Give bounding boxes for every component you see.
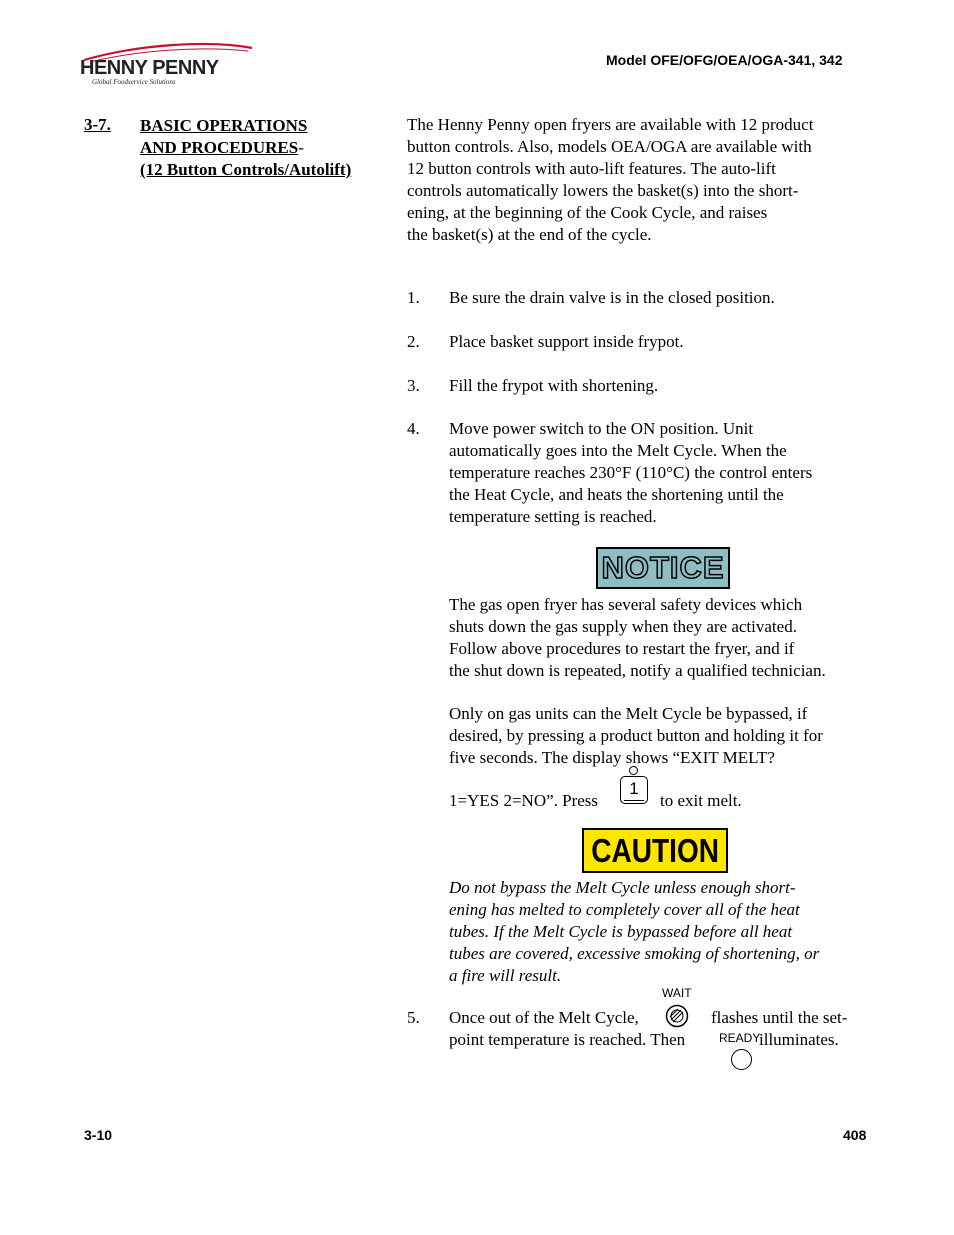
intro-line: the basket(s) at the end of the cycle. (407, 225, 652, 244)
notice-label: NOTICE (601, 550, 725, 585)
step-line: automatically goes into the Melt Cycle. When the (449, 441, 787, 460)
section-title-line3: (12 Button Controls/Autolift) (140, 160, 352, 179)
section-number: 3-7. (84, 115, 111, 134)
step-line: Move power switch to the ON position. Unit (449, 419, 754, 438)
melt-bypass-paragraph (449, 703, 879, 769)
step-text-1: Be sure the drain valve is in the closed position. (449, 288, 775, 307)
intro-line: 12 button controls with auto-lift features. The auto-lift (407, 159, 776, 178)
wait-label: WAIT (662, 986, 692, 1000)
ready-indicator-icon (731, 1049, 752, 1070)
intro-line: button controls. Also, models OEA/OGA are available with (407, 137, 812, 156)
intro-line: controls automatically lowers the basket(s) into the short- (407, 181, 799, 200)
step-text-2: Place basket support inside frypot. (449, 332, 684, 351)
notice-line: shuts down the gas supply when they are activated. (449, 617, 797, 636)
section-title-line2-wrap (140, 137, 351, 159)
caution-line: tubes are covered, excessive smoking of shortening, or (449, 944, 820, 963)
step-line: temperature setting is reached. (449, 507, 657, 526)
product-key-1-icon: 1 (620, 776, 648, 804)
document-number: 408 (843, 1127, 867, 1143)
caution-paragraph (449, 877, 879, 987)
caution-label: CAUTION (591, 831, 719, 869)
section-title-dash: - (298, 138, 304, 157)
intro-line: The Henny Penny open fryers are available with 12 product (407, 115, 814, 134)
step-number-3: 3. (407, 376, 420, 395)
page-number: 3-10 (84, 1127, 113, 1143)
step5-line1-after: flashes until the set- (711, 1008, 848, 1027)
melt-line: Only on gas units can the Melt Cycle be bypassed, if (449, 704, 808, 723)
model-header: Model OFE/OFG/OEA/OGA-341, 342 (606, 52, 843, 68)
step-line: temperature reaches 230°F (110°C) the control enters (449, 463, 813, 482)
melt-line: desired, by pressing a product button and holding it for (449, 726, 823, 745)
step-number-2: 2. (407, 332, 420, 351)
melt-line: five seconds. The display shows “EXIT MELT? (449, 748, 775, 767)
step-text-4 (449, 418, 879, 528)
ready-label: READY (719, 1031, 761, 1045)
caution-line: Do not bypass the Melt Cycle unless enough short- (449, 878, 796, 897)
notice-badge (596, 547, 730, 589)
logo-tagline: Global Foodservice Solutions (92, 78, 176, 86)
notice-line: Follow above procedures to restart the fryer, and if (449, 639, 795, 658)
notice-paragraph (449, 594, 879, 682)
key-indicator-led-icon (629, 766, 638, 775)
caution-badge (582, 828, 728, 873)
logo-wordmark: HENNY PENNY (80, 57, 219, 79)
step-number-5: 5. (407, 1008, 420, 1027)
section-title-line1: BASIC OPERATIONS (140, 116, 308, 135)
press-text-after: to exit melt. (660, 791, 742, 810)
section-title (140, 115, 351, 181)
wait-indicator-icon (665, 1004, 689, 1028)
step5-line2-before: point temperature is reached. Then (449, 1030, 686, 1049)
caution-line: a fire will result. (449, 966, 562, 985)
press-text-before: 1=YES 2=NO”. Press (449, 791, 599, 810)
step5-line2-after: illuminates. (759, 1030, 839, 1049)
caution-line: ening has melted to completely cover all of the heat (449, 900, 800, 919)
intro-line: ening, at the beginning of the Cook Cycle, and raises (407, 203, 768, 222)
caution-line: tubes. If the Melt Cycle is bypassed before all heat (449, 922, 793, 941)
henny-penny-logo (80, 42, 260, 87)
notice-line: The gas open fryer has several safety devices which (449, 595, 803, 614)
step-text-3: Fill the frypot with shortening. (449, 376, 659, 395)
step-line: the Heat Cycle, and heats the shortening until the (449, 485, 784, 504)
step-number-1: 1. (407, 288, 420, 307)
step-number-4: 4. (407, 419, 420, 438)
intro-paragraph (407, 114, 877, 246)
notice-line: the shut down is repeated, notify a qualified technician. (449, 661, 826, 680)
section-title-line2: AND PROCEDURES (140, 138, 299, 157)
step5-line1-before: Once out of the Melt Cycle, (449, 1008, 639, 1027)
